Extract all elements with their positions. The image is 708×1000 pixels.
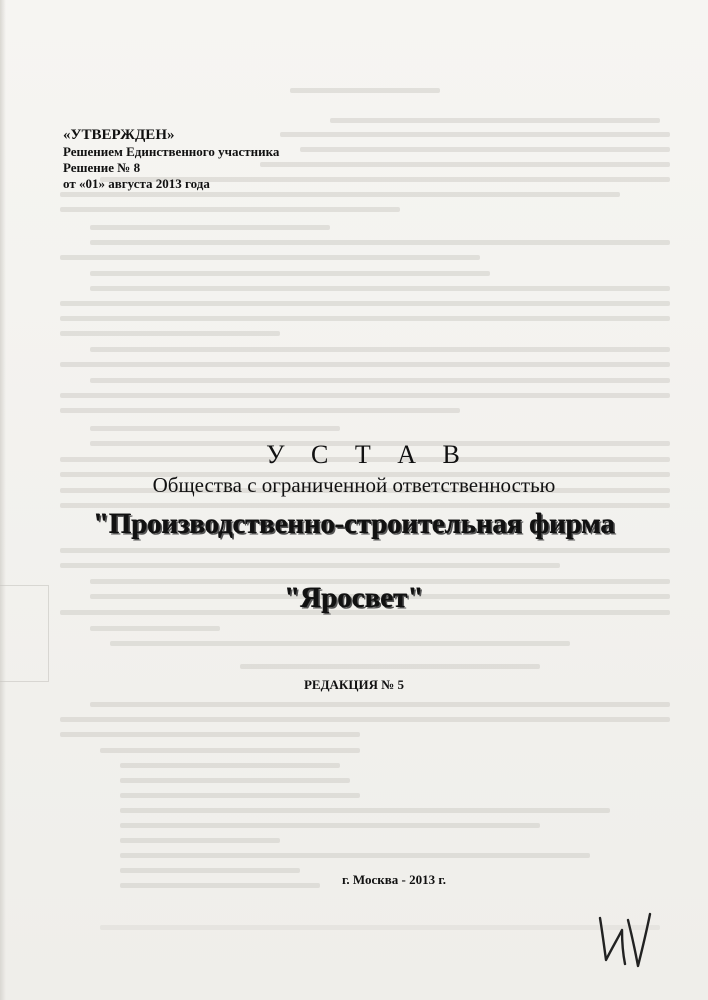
- place-and-year: г. Москва - 2013 г.: [341, 872, 447, 887]
- approval-decision-number: Решение № 8: [63, 160, 141, 175]
- document-heading: У С Т А В: [266, 440, 470, 469]
- approval-title: «УТВЕРЖДЕН»: [63, 127, 175, 143]
- approval-stamp-block: [63, 126, 279, 192]
- document-subtitle: Общества с ограниченной ответственностью: [152, 473, 556, 497]
- approval-date: от «01» августа 2013 года: [63, 176, 210, 191]
- approval-decision-maker: Решением Единственного участника: [63, 144, 280, 159]
- company-name: "Производственно-строительная фирма: [93, 508, 615, 540]
- edition-number: РЕДАКЦИЯ № 5: [303, 677, 405, 692]
- handwritten-signature: [592, 900, 662, 970]
- scan-left-edge: [0, 0, 6, 1000]
- company-brand-name: "Яросвет": [284, 582, 424, 614]
